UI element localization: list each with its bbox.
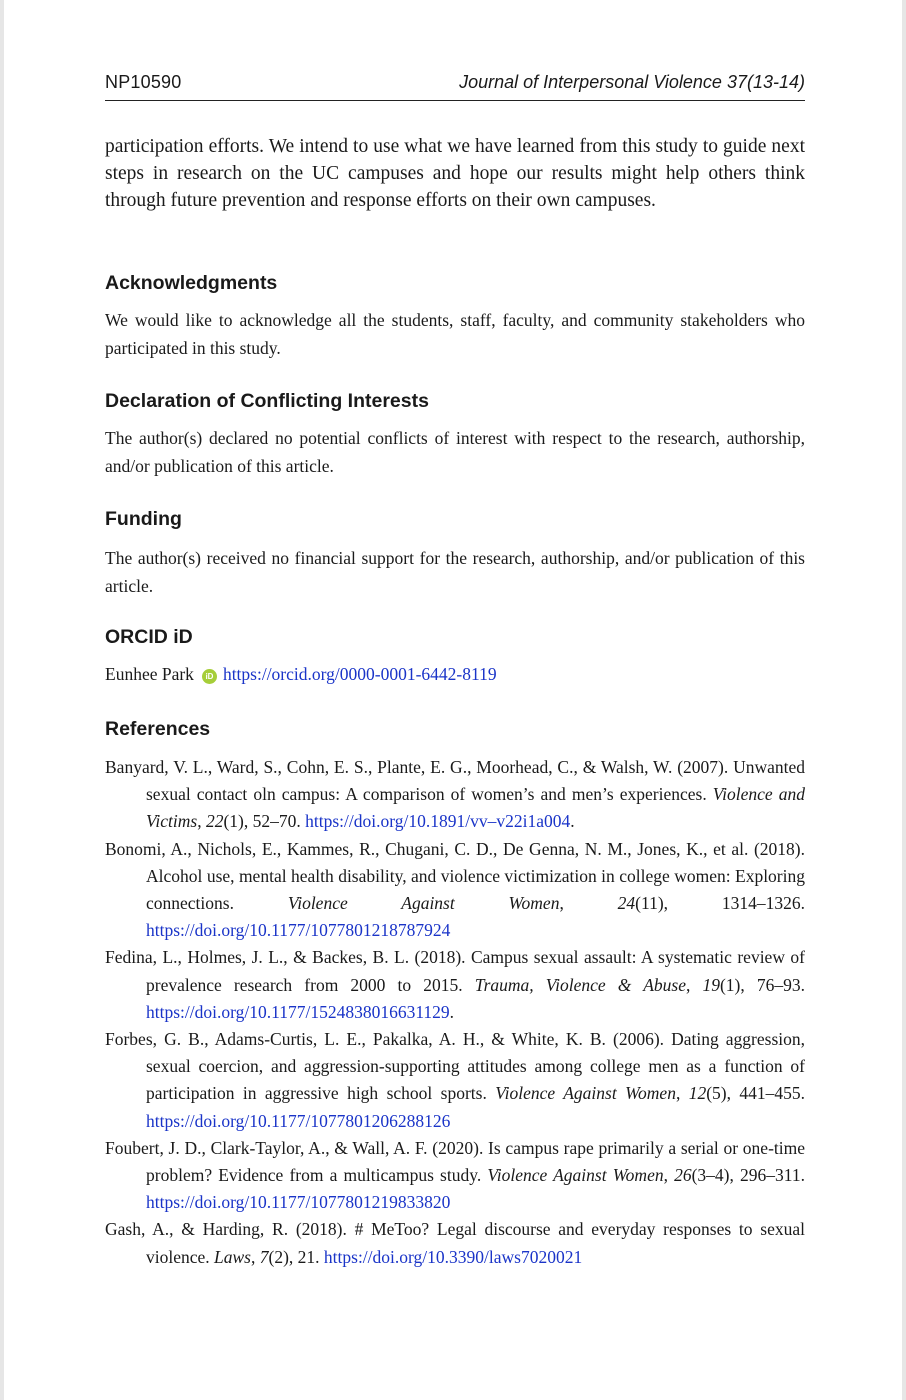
reference-end: . bbox=[449, 1001, 455, 1022]
reference-doi-link[interactable]: https://doi.org/10.1891/vv–v22i1a004 bbox=[305, 811, 571, 832]
acknowledgments-heading: Acknowledgments bbox=[105, 272, 278, 294]
page-number: NP10590 bbox=[105, 72, 182, 92]
conflicts-heading: Declaration of Conflicting Interests bbox=[105, 390, 429, 412]
reference-doi-link[interactable]: https://doi.org/10.1177/1077801206288126 bbox=[146, 1110, 451, 1131]
reference-journal: Laws bbox=[214, 1246, 251, 1267]
intro-paragraph: participation efforts. We intend to use what we have learned from this study to guide next steps in research on the UC campuses and hope our results might help others think through future prevention and response efforts on their own campuses. bbox=[105, 136, 805, 211]
reference-separator: , bbox=[251, 1246, 260, 1267]
reference-authors: Foubert, J. D., Clark-Taylor, A., & Wall, A. F. (2020). Is campus rape primarily a serial or one-time problem? Evidence from a multicampus study. bbox=[105, 1137, 805, 1186]
reference-authors: Banyard, V. L., Ward, S., Cohn, E. S., Plante, E. G., Moorhead, C., & Walsh, W. (2007). Unwanted sexual contact oln campus: A comparison of women’s and men’s experiences. bbox=[105, 757, 805, 805]
reference-separator: , bbox=[559, 893, 618, 914]
reference-item bbox=[105, 836, 805, 945]
reference-separator: , bbox=[685, 974, 703, 995]
reference-pages: (11), 1314–1326. bbox=[635, 893, 806, 914]
reference-volume: 19 bbox=[702, 974, 720, 995]
reference-volume: 12 bbox=[688, 1083, 707, 1104]
reference-pages: (1), 76–93. bbox=[719, 974, 806, 995]
reference-pages: (1), 52–70. bbox=[223, 811, 306, 832]
acknowledgments-text: We would like to acknowledge all the students, staff, faculty, and community stakeholders who participated in this study. bbox=[105, 310, 805, 358]
funding-section bbox=[105, 506, 805, 600]
acknowledgments-section bbox=[105, 270, 805, 362]
references-section bbox=[105, 716, 805, 1271]
reference-volume: 22 bbox=[205, 811, 224, 832]
reference-authors: Fedina, L., Holmes, J. L., & Backes, B. L. (2018). Campus sexual assault: A systematic review of prevalence research from 2000 to 2015. bbox=[105, 947, 805, 995]
reference-doi-link[interactable]: https://doi.org/10.1177/1077801219833820 bbox=[146, 1192, 451, 1213]
running-head bbox=[105, 66, 805, 101]
reference-doi-link[interactable]: https://doi.org/10.3390/laws7020021 bbox=[323, 1246, 583, 1267]
reference-item bbox=[105, 1135, 805, 1217]
reference-separator: , bbox=[675, 1083, 689, 1104]
reference-volume: 7 bbox=[259, 1246, 269, 1267]
reference-authors: Gash, A., & Harding, R. (2018). # MeToo? Legal discourse and everyday responses to sexual violence. bbox=[105, 1219, 805, 1267]
references-heading: References bbox=[105, 718, 211, 740]
reference-journal: Violence Against Women bbox=[287, 893, 560, 914]
orcid-line bbox=[105, 660, 805, 688]
reference-journal: Violence Against Women bbox=[487, 1165, 664, 1186]
reference-authors: Forbes, G. B., Adams-Curtis, L. E., Pakalka, A. H., & White, K. B. (2006). Dating aggression, sexual coercion, and aggression-supporting attitudes among college men as a function of participation in aggressive high school sports. bbox=[105, 1029, 805, 1104]
page bbox=[4, 0, 902, 1400]
reference-volume: 26 bbox=[674, 1165, 692, 1186]
reference-doi-link[interactable]: https://doi.org/10.1177/1524838016631129 bbox=[146, 1001, 450, 1022]
orcid-link[interactable]: https://orcid.org/0000-0001-6442-8119 bbox=[222, 664, 497, 684]
intro-section bbox=[105, 133, 805, 214]
reference-separator: , bbox=[197, 811, 206, 832]
orcid-heading: ORCID iD bbox=[105, 626, 193, 648]
reference-list bbox=[105, 754, 805, 1271]
journal-title: Journal of Interpersonal Violence 37(13-14) bbox=[459, 72, 805, 92]
orcid-icon: iD bbox=[202, 669, 217, 684]
reference-pages: (3–4), 296–311. bbox=[691, 1165, 806, 1186]
conflicts-text: The author(s) declared no potential conflicts of interest with respect to the research, authorship, and/or publication of this article. bbox=[105, 428, 805, 476]
orcid-author-name: Eunhee Park bbox=[105, 664, 194, 684]
reference-item bbox=[105, 944, 805, 1026]
reference-journal: Violence Against Women bbox=[495, 1083, 676, 1104]
orcid-section bbox=[105, 624, 805, 688]
reference-journal: Trauma, Violence & Abuse bbox=[474, 974, 686, 995]
reference-authors: Bonomi, A., Nichols, E., Kammes, R., Chugani, C. D., De Genna, N. M., Jones, K., et al. (2018). Alcohol use, mental health disability, and violence victimization in college women: Exploring connections. bbox=[105, 838, 805, 914]
reference-journal: Violence and Victims bbox=[146, 784, 805, 832]
reference-pages: (5), 441–455. bbox=[706, 1083, 806, 1104]
reference-item bbox=[105, 1026, 805, 1135]
reference-separator: , bbox=[663, 1165, 675, 1186]
conflicts-section bbox=[105, 388, 805, 480]
reference-doi-link[interactable]: https://doi.org/10.1177/1077801218787924 bbox=[146, 920, 451, 941]
funding-text: The author(s) received no financial support for the research, authorship, and/or publication of this article. bbox=[105, 548, 805, 596]
reference-pages: (2), 21. bbox=[268, 1246, 324, 1267]
reference-item bbox=[105, 1216, 805, 1270]
reference-volume: 24 bbox=[617, 893, 636, 914]
funding-heading: Funding bbox=[105, 508, 182, 530]
reference-end: . bbox=[570, 811, 575, 832]
reference-item bbox=[105, 754, 805, 836]
